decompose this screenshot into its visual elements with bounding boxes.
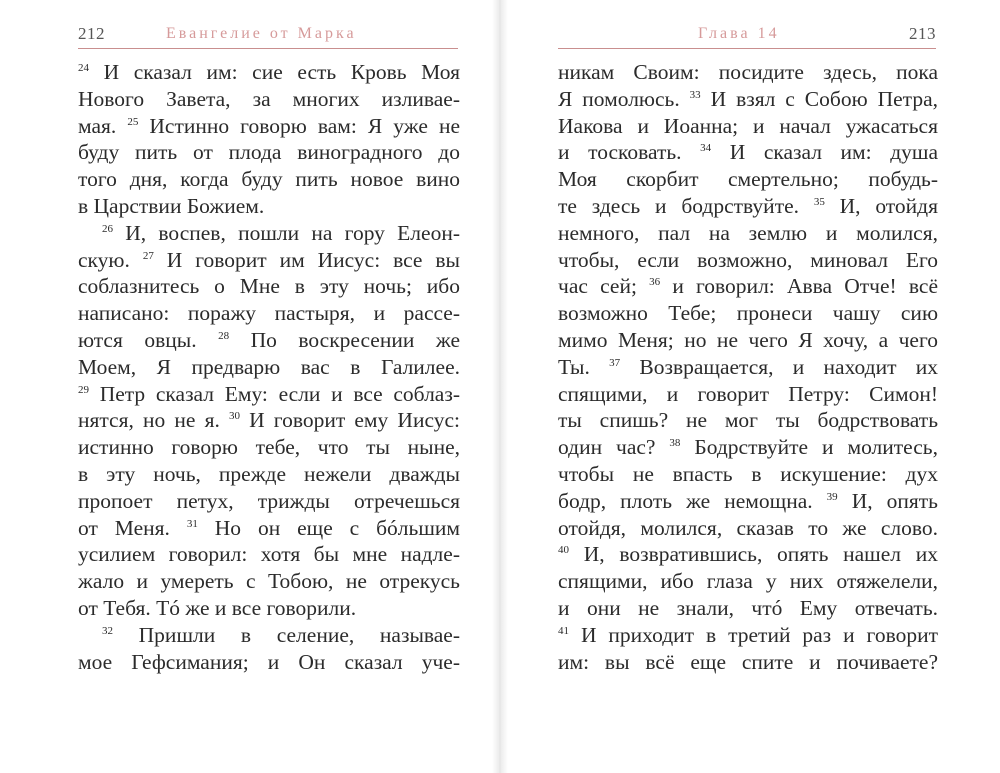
text-line bbox=[558, 139, 938, 166]
text-line bbox=[78, 488, 460, 515]
verse-text: ются овцы. bbox=[78, 327, 219, 352]
verse-text: никам Своим: посидите здесь, пока bbox=[558, 60, 938, 84]
text-line bbox=[78, 139, 460, 166]
text-line bbox=[78, 327, 460, 354]
verse-text: мимо Меня; но не чего Я хочу, а чего bbox=[558, 327, 938, 352]
verse-number: 39 bbox=[826, 490, 838, 503]
text-line bbox=[558, 327, 938, 354]
verse-number: 32 bbox=[102, 624, 113, 637]
text-line bbox=[558, 59, 938, 86]
text-line bbox=[558, 86, 938, 113]
text-line bbox=[558, 247, 938, 274]
verse-text: Пришли в селение, называе- bbox=[113, 622, 460, 647]
verse-text: Ты. bbox=[558, 354, 610, 379]
verse-number: 28 bbox=[218, 329, 230, 342]
verse-text: И говорит им Иисус: все вы bbox=[153, 247, 460, 272]
verse-text: И, отойдя bbox=[824, 193, 938, 218]
page-number: 213 bbox=[909, 24, 936, 43]
text-line bbox=[558, 193, 938, 220]
running-title: Глава 14 bbox=[698, 25, 780, 42]
text-line bbox=[558, 461, 938, 488]
text-block bbox=[558, 59, 938, 675]
text-line bbox=[78, 86, 460, 113]
verse-text: нятся, но не я. bbox=[78, 408, 229, 433]
text-line bbox=[558, 541, 938, 568]
verse-number: 29 bbox=[78, 383, 89, 396]
text-line bbox=[558, 434, 938, 461]
verse-text: Я помолюсь. bbox=[558, 86, 690, 111]
verse-text: те здесь и бодрствуйте. bbox=[558, 193, 814, 218]
verse-number: 34 bbox=[700, 142, 712, 155]
text-line bbox=[558, 300, 938, 327]
verse-text: немного, пал на землю и молился, bbox=[558, 220, 938, 245]
verse-text: Истинно говорю вам: Я уже не bbox=[138, 113, 460, 138]
verse-number: 30 bbox=[229, 410, 240, 423]
text-line bbox=[558, 220, 938, 247]
verse-text: истинно говорю тебе, что ты ныне, bbox=[78, 435, 460, 460]
text-line bbox=[558, 568, 938, 595]
text-line bbox=[558, 273, 938, 300]
text-line bbox=[78, 220, 460, 247]
text-line bbox=[558, 407, 938, 434]
running-title: Евангелие от Марка bbox=[166, 25, 357, 42]
text-line bbox=[78, 193, 460, 220]
verse-text: усилием говорил: хотя бы мне надле- bbox=[78, 542, 460, 567]
text-line bbox=[558, 381, 938, 408]
verse-text: спящими, и говорит Петру: Симон! bbox=[558, 381, 938, 406]
verse-text: соблазнитесь о Мне в эту ночь; ибо bbox=[78, 274, 460, 299]
text-line bbox=[558, 622, 938, 649]
text-line bbox=[78, 113, 460, 140]
verse-text: спящими, ибо глаза у них отяжелели, bbox=[558, 569, 938, 594]
verse-number: 26 bbox=[102, 222, 113, 235]
text-line bbox=[78, 461, 460, 488]
verse-text: написано: поражу пастыря, и рассе- bbox=[78, 301, 460, 326]
verse-text: Возвращается, и находит их bbox=[620, 354, 938, 379]
verse-text: Моя скорбит смертельно; побудь- bbox=[558, 167, 938, 192]
verse-text: скую. bbox=[78, 247, 143, 272]
verse-text: от Меня. bbox=[78, 515, 187, 540]
text-line bbox=[78, 273, 460, 300]
text-line bbox=[558, 515, 938, 542]
text-line bbox=[78, 166, 460, 193]
text-line bbox=[558, 649, 938, 676]
right-page bbox=[500, 0, 1000, 773]
right-page-header bbox=[558, 22, 936, 46]
verse-text: И взял с Собою Петра, bbox=[700, 86, 938, 111]
verse-text: отойдя, молился, сказав то же слово. bbox=[558, 515, 938, 540]
verse-text: И приходит в третий раз и говорит bbox=[569, 622, 938, 647]
verse-number: 36 bbox=[649, 276, 661, 289]
verse-number: 31 bbox=[186, 517, 198, 530]
verse-text: от Тебя. Тó же и все говорили. bbox=[78, 595, 357, 620]
verse-number: 33 bbox=[689, 88, 701, 101]
verse-text: мое Гефсимания; и Он сказал уче- bbox=[78, 649, 460, 674]
text-line bbox=[78, 595, 460, 622]
verse-text: Но он еще с бóльшим bbox=[197, 515, 460, 540]
verse-number: 25 bbox=[127, 115, 139, 128]
text-line bbox=[78, 649, 460, 676]
verse-text: И говорит ему Иисус: bbox=[240, 408, 460, 433]
verse-text: час сей; bbox=[558, 274, 650, 299]
verse-text: чтобы не впасть в искушение: дух bbox=[558, 461, 938, 486]
verse-number: 35 bbox=[813, 195, 825, 208]
text-line bbox=[78, 354, 460, 381]
text-line bbox=[558, 113, 938, 140]
verse-text: бодр, плоть же немощна. bbox=[558, 488, 827, 513]
verse-text: пропоет петух, трижды отречешься bbox=[78, 488, 460, 513]
verse-text: ты спишь? не мог ты бодрствовать bbox=[558, 408, 938, 433]
verse-text: возможно Тебе; пронеси чашу сию bbox=[558, 301, 938, 326]
verse-text: им: вы всё еще спите и почиваете? bbox=[558, 649, 938, 674]
page-number: 212 bbox=[78, 24, 105, 43]
text-line bbox=[78, 59, 460, 86]
text-line bbox=[78, 300, 460, 327]
verse-text: в эту ночь, прежде нежели дважды bbox=[78, 461, 460, 486]
verse-text: Иакова и Иоанна; и начал ужасаться bbox=[558, 113, 938, 138]
text-line bbox=[78, 434, 460, 461]
verse-number: 37 bbox=[609, 356, 621, 369]
verse-text: мая. bbox=[78, 113, 128, 138]
verse-text: И, опять bbox=[837, 488, 938, 513]
text-line bbox=[558, 595, 938, 622]
verse-text: Петр сказал Ему: если и все соблаз- bbox=[89, 381, 460, 406]
left-page-header bbox=[78, 22, 458, 46]
text-line bbox=[78, 622, 460, 649]
verse-text: И сказал им: сие есть Кровь Моя bbox=[89, 60, 460, 84]
verse-number: 41 bbox=[558, 624, 569, 637]
text-line bbox=[78, 541, 460, 568]
verse-text: буду пить от плода виноградного до bbox=[78, 140, 460, 165]
verse-text: того дня, когда буду пить новое вино bbox=[78, 167, 460, 192]
verse-text: И, возвратившись, опять нашел их bbox=[569, 542, 938, 567]
header-rule bbox=[78, 48, 458, 49]
verse-text: жало и умереть с Тобою, не отрекусь bbox=[78, 569, 460, 594]
verse-text: Моем, Я предварю вас в Галилее. bbox=[78, 354, 460, 379]
text-block bbox=[78, 59, 460, 675]
verse-number: 24 bbox=[78, 62, 89, 74]
text-line bbox=[78, 247, 460, 274]
verse-text: И, воспев, пошли на гору Елеон- bbox=[113, 220, 460, 245]
text-line bbox=[78, 568, 460, 595]
verse-text: чтобы, если возможно, миновал Его bbox=[558, 247, 938, 272]
verse-text: И сказал им: душа bbox=[711, 140, 938, 165]
verse-number: 27 bbox=[142, 249, 154, 262]
verse-text: один час? bbox=[558, 435, 670, 460]
verse-text: и говорил: Авва Отче! всё bbox=[660, 274, 938, 299]
text-line bbox=[78, 515, 460, 542]
verse-text: в Царствии Божием. bbox=[78, 193, 265, 218]
verse-text: Бодрствуйте и молитесь, bbox=[680, 435, 938, 460]
verse-text: и они не знали, чтó Ему отвечать. bbox=[558, 595, 938, 620]
text-line bbox=[78, 407, 460, 434]
verse-text: Нового Завета, за многих изливае- bbox=[78, 86, 460, 111]
text-line bbox=[558, 354, 938, 381]
verse-number: 40 bbox=[558, 544, 569, 557]
verse-number: 38 bbox=[669, 437, 681, 450]
text-line bbox=[78, 381, 460, 408]
header-rule bbox=[558, 48, 936, 49]
text-line bbox=[558, 166, 938, 193]
text-line bbox=[558, 488, 938, 515]
verse-text: По воскресении же bbox=[229, 327, 460, 352]
verse-text: и тосковать. bbox=[558, 140, 701, 165]
